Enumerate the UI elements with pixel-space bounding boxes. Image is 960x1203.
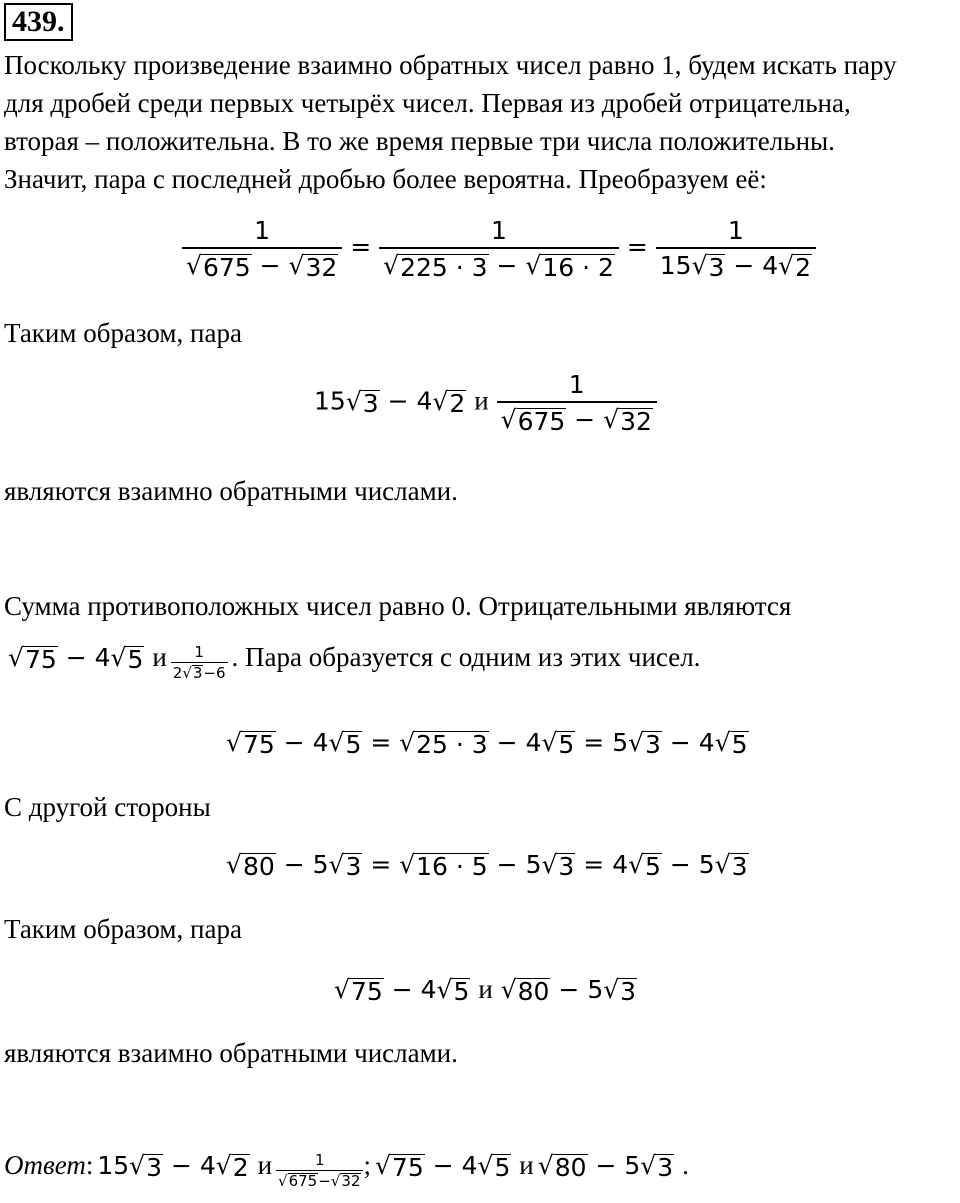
paragraph-line: вторая – положительна. В то же время первые три числа положительны. bbox=[4, 126, 835, 156]
small-fraction: 1 √ 675 − √ 32 bbox=[276, 1151, 363, 1190]
problem-number: 439. bbox=[4, 3, 73, 41]
conclusion-2: являются взаимно обратными числами. bbox=[4, 1038, 458, 1068]
pair-2: √ 75 − 4 √ 5 и √ 80 − 5 √ 3 bbox=[334, 974, 637, 1006]
answer-line: Ответ: 15 √ 3 − 4 √ 2 и 1 √ 675 − √ 32 ; √ 75 − 4 √ 5 и √ 80 − 5 √ 3 . bbox=[4, 1150, 689, 1190]
equation-1: 1 √ 675 − √ 32 = 1 √ 225 · 3 − √ 16 · 2 = 1 15 √ 3 − 4 √ 2 bbox=[182, 216, 816, 281]
fraction: 1 √ 225 · 3 − √ 16 · 2 bbox=[379, 216, 619, 281]
paragraph-1 bbox=[4, 46, 897, 198]
pair-1: 15 √ 3 − 4 √ 2 и 1 √ 675 − √ 32 bbox=[314, 370, 657, 435]
fraction: 1 √ 675 − √ 32 bbox=[497, 370, 657, 435]
paragraph-line: Поскольку произведение взаимно обратных чисел равно 1, будем искать пару bbox=[4, 50, 897, 80]
fraction: 1 15 √ 3 − 4 √ 2 bbox=[656, 216, 816, 281]
negative-numbers-line: √ 75 − 4 √ 5 и 1 2 √ 3 −6 . Пара образуется с одним из этих чисел. bbox=[8, 642, 701, 682]
other-side: С другой стороны bbox=[4, 792, 211, 822]
equation-3: √ 80 − 5 √ 3 = √ 16 · 5 − 5 √ 3 = 4 √ 5 − 5 √ 3 bbox=[226, 850, 748, 881]
thus-1: Таким образом, пара bbox=[4, 318, 242, 348]
paragraph-line: Значит, пара с последней дробью более вероятна. Преобразуем её: bbox=[4, 164, 767, 194]
paragraph-2: Сумма противоположных чисел равно 0. Отрицательными являются bbox=[4, 591, 792, 621]
equation-2: √ 75 − 4 √ 5 = √ 25 · 3 − 4 √ 5 = 5 √ 3 − 4 √ 5 bbox=[226, 728, 748, 759]
paragraph-line: для дробей среди первых четырёх чисел. Первая из дробей отрицательна, bbox=[4, 88, 851, 118]
small-fraction: 1 2 √ 3 −6 bbox=[172, 642, 226, 682]
answer-label: Ответ bbox=[4, 1150, 86, 1180]
fraction: 1 √ 675 − √ 32 bbox=[182, 216, 342, 281]
thus-2: Таким образом, пара bbox=[4, 914, 242, 944]
conclusion-1: являются взаимно обратными числами. bbox=[4, 476, 458, 506]
